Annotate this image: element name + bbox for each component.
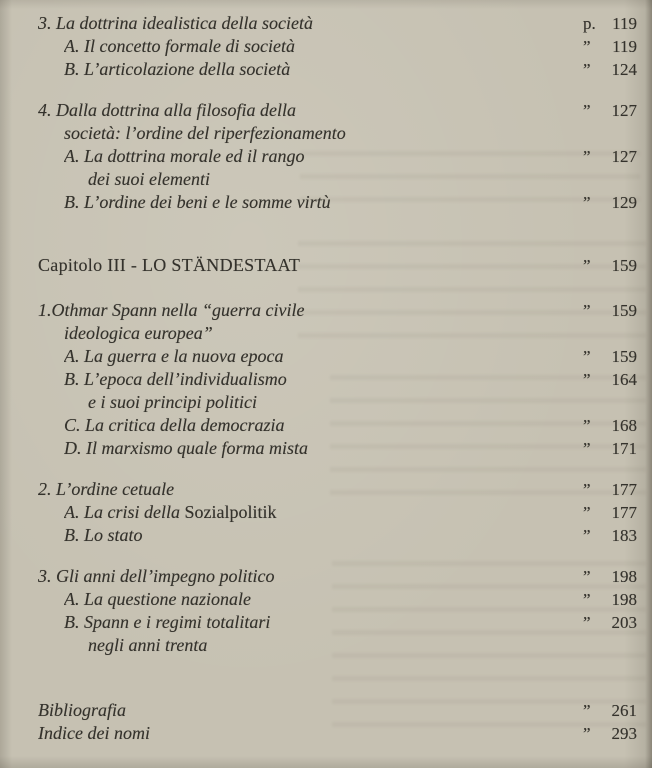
entry-text: B. L’ordine dei beni e le somme virtù	[64, 192, 331, 212]
page-ref-mark: ”	[583, 724, 591, 743]
entry-text: Bibliografia	[38, 700, 127, 720]
page-ref	[583, 478, 637, 501]
entry-text: A. La questione nazionale	[64, 589, 251, 609]
page-ref-mark: ”	[583, 439, 591, 458]
page-ref-mark: ”	[583, 147, 591, 166]
toc-row	[36, 322, 637, 345]
page-ref	[583, 722, 637, 745]
page-ref-mark: ”	[583, 101, 591, 120]
page-ref-mark: p.	[583, 14, 596, 33]
toc-row	[36, 634, 637, 657]
toc-row	[36, 501, 637, 524]
entry-text: 3. La dottrina idealistica della società	[38, 13, 313, 33]
page-ref-mark: ”	[583, 590, 591, 609]
entry-text: B. L’articolazione della società	[64, 59, 291, 79]
page-ref	[583, 58, 637, 81]
toc-row	[36, 191, 637, 214]
page-ref	[583, 414, 637, 437]
toc-row	[36, 611, 637, 634]
page-number: 159	[611, 256, 637, 275]
page-ref	[583, 699, 637, 722]
entry-text: 2. L’ordine cetuale	[38, 479, 175, 499]
page-ref-mark: ”	[583, 503, 591, 522]
entry-text: e i suoi principi politici	[88, 392, 257, 412]
page-number: 129	[611, 193, 637, 212]
page-ref	[583, 145, 637, 168]
toc-row	[36, 722, 637, 745]
toc-row	[36, 524, 637, 547]
page-ref-mark: ”	[583, 256, 591, 275]
page-number: 198	[611, 590, 637, 609]
page-ref	[583, 524, 637, 547]
page-number: 159	[611, 347, 637, 366]
page-ref	[583, 299, 637, 322]
page-number: 124	[611, 60, 637, 79]
page-number: 177	[611, 503, 637, 522]
page-ref	[583, 501, 637, 524]
toc-row	[36, 437, 637, 460]
entry-text: dei suoi elementi	[88, 169, 210, 189]
entry-text-segment: A. La crisi della	[64, 502, 185, 522]
page-number: 198	[611, 567, 637, 586]
entry-text: 4. Dalla dottrina alla filosofia della	[38, 100, 297, 120]
page-number: 127	[611, 101, 637, 120]
entry-text: negli anni trenta	[88, 635, 208, 655]
toc-row	[36, 588, 637, 611]
entry-text: 1.Othmar Spann nella “guerra civile	[38, 300, 305, 320]
entry-text: 3. Gli anni dell’impegno politico	[38, 566, 275, 586]
toc	[36, 12, 637, 745]
toc-row	[36, 35, 637, 58]
page-number: 159	[611, 301, 637, 320]
entry-text: B. Spann e i regimi totalitari	[64, 612, 271, 632]
entry-text: A. La guerra e la nuova epoca	[64, 346, 284, 366]
toc-row	[36, 299, 637, 322]
page-number: 119	[612, 37, 637, 56]
page-number: 293	[611, 724, 637, 743]
page-ref-mark: ”	[583, 301, 591, 320]
entry-text-segment: Sozialpolitik	[184, 502, 277, 522]
page-ref-mark: ”	[583, 60, 591, 79]
page-ref-mark: ”	[583, 526, 591, 545]
toc-row	[36, 391, 637, 414]
toc-row	[36, 699, 637, 722]
page-number: 183	[611, 526, 637, 545]
page-ref	[583, 345, 637, 368]
page-number: 168	[611, 416, 637, 435]
page-ref	[583, 35, 637, 58]
page-number: 119	[612, 14, 637, 33]
toc-row	[36, 99, 637, 122]
page-number: 164	[611, 370, 637, 389]
page-ref-mark: ”	[583, 480, 591, 499]
page-ref	[583, 12, 637, 35]
entry-text: B. Lo stato	[64, 525, 143, 545]
page-ref-mark: ”	[583, 416, 591, 435]
page-number: 171	[611, 439, 637, 458]
page-ref	[583, 611, 637, 634]
page-ref-mark: ”	[583, 567, 591, 586]
page-ref-mark: ”	[583, 37, 591, 56]
toc-row	[36, 345, 637, 368]
entry-text: ideologica europea”	[64, 323, 213, 343]
page-number: 127	[611, 147, 637, 166]
toc-row	[36, 145, 637, 168]
page-ref-mark: ”	[583, 193, 591, 212]
toc-row	[36, 168, 637, 191]
entry-text: B. L’epoca dell’individualismo	[64, 369, 287, 389]
page-number: 177	[611, 480, 637, 499]
page-ref	[583, 191, 637, 214]
page-ref-mark: ”	[583, 347, 591, 366]
page-ref-mark: ”	[583, 613, 591, 632]
page-number: 261	[611, 701, 637, 720]
toc-row	[36, 122, 637, 145]
page-ref	[583, 565, 637, 588]
page-ref	[583, 588, 637, 611]
page-ref	[583, 99, 637, 122]
page-ref-mark: ”	[583, 370, 591, 389]
toc-row	[36, 254, 637, 277]
entry-text: D. Il marxismo quale forma mista	[64, 438, 308, 458]
entry-text: Capitolo III - LO STÄNDESTAAT	[38, 255, 301, 275]
entry-text: società: l’ordine del riperfezionamento	[64, 123, 346, 143]
toc-row	[36, 565, 637, 588]
toc-row	[36, 478, 637, 501]
entry-text: Indice dei nomi	[38, 723, 150, 743]
entry-text: A. Il concetto formale di società	[64, 36, 295, 56]
entry-text: C. La critica della democrazia	[64, 415, 285, 435]
page-ref	[583, 437, 637, 460]
toc-row	[36, 414, 637, 437]
page-ref-mark: ”	[583, 701, 591, 720]
entry-text: A. La dottrina morale ed il rango	[64, 146, 305, 166]
page-ref	[583, 254, 637, 277]
page-number: 203	[611, 613, 637, 632]
toc-row	[36, 58, 637, 81]
toc-row	[36, 12, 637, 35]
toc-row	[36, 368, 637, 391]
page-ref	[583, 368, 637, 391]
entry-text	[64, 501, 583, 524]
